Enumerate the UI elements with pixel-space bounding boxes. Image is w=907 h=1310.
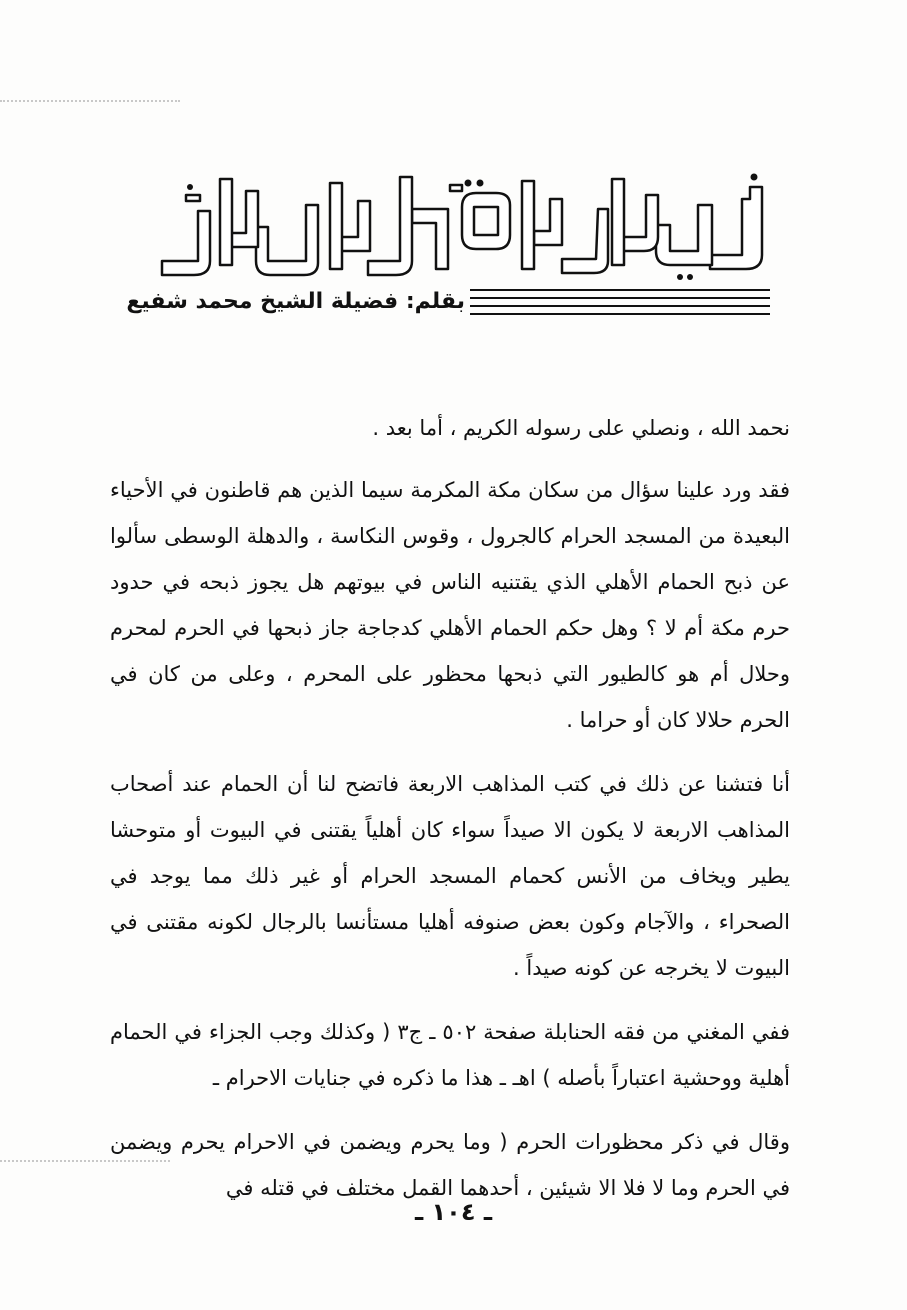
title-calligraphy-outline xyxy=(150,165,770,283)
byline-rules xyxy=(470,286,770,320)
decorative-title xyxy=(150,165,770,283)
page-number: ـ ١٠٤ ـ xyxy=(414,1198,493,1226)
paragraph: نحمد الله ، ونصلي على رسوله الكريم ، أما بعد . xyxy=(372,416,790,440)
scan-speckle xyxy=(0,100,180,106)
paragraph: فقد ورد علينا سؤال من سكان مكة المكرمة سيما الذين هم قاطنون في الأحياء البعيدة من المسجد الحرام كالجرول ، وقوس النكاسة ، والدهلة الوسطى سألوا عن ذبح الحمام الأهلي الذي يقتنيه الناس في بيوتهم هل يجوز ذبحه في حدود حرم مكة أم لا ؟ وهل حكم الحمام الأهلي كدجاجة جاز ذبحها في الحرم لمحرم وحلال أم هو كالطيور التي ذبحها محظور على المحرم ، وعلى من كان في الحرم حلالا كان أو حراما . xyxy=(110,478,790,732)
paragraph: وقال في ذكر محظورات الحرم ( وما يحرم ويضمن في الاحرام يحرم ويضمن في الحرم وما لا فلا الا شيئين ، أحدهما القمل مختلف في قتله في xyxy=(110,1130,790,1200)
byline-row xyxy=(126,282,780,322)
title-text-reference xyxy=(150,150,770,151)
paragraph: ففي المغني من فقه الحنابلة صفحة ٥٠٢ ـ ج٣ ( وكذلك وجب الجزاء في الحمام أهلية ووحشية اعتباراً بأصله ) اهـ ـ هذا ما ذكره في جنايات الاحرام ـ xyxy=(110,1020,790,1090)
article-body xyxy=(110,405,790,1229)
author-byline: بقلم: فضيلة الشيخ محمد شفيع xyxy=(126,289,465,314)
paragraph: أنا فتشنا عن ذلك في كتب المذاهب الاربعة فاتضح لنا أن الحمام عند أصحاب المذاهب الاربعة لا يكون الا صيداً سواء كان أهلياً يقتنى في البيوت أو متوحشا يطير ويخاف من الأنس كحمام المسجد الحرام أو غير ذلك مما يوجد في الصحراء ، والآجام وكون بعض صنوفه أهليا مستأنسا بالرجال لكونه مقتنى في البيوت لا يخرجه عن كونه صيداً . xyxy=(110,772,790,980)
